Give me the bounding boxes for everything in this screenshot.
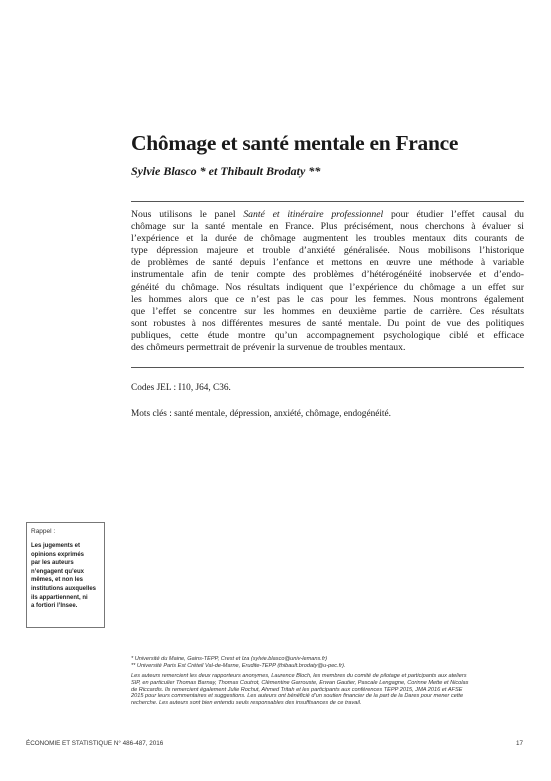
acknowledgement-line: Les auteurs remercient les deux rapporteurs anonymes, Laurence Bloch, les membres du comité de pilotage et participants aux ateliers [131,673,467,679]
disclaimer-text [31,542,100,611]
disclaimer-line: Les jugements et [31,543,81,549]
disclaimer-line: n’engagent qu’eux [31,568,85,575]
disclaimer-line: opinions exprimés [31,551,85,558]
disclaimer-line: institutions auxquelles [31,585,97,592]
abstract-top-rule [131,201,524,202]
abstract-line: publiques, cette étude montre qu’un accompagnement psychologique ciblé et efficace [131,329,524,341]
abstract-line: chômage sur la santé mentale en France. Plus précisément, nous cherchons à évaluer si [131,221,524,233]
acknowledgement-line: de Riccardis. Ils remercient également Julie Rochut, Ahmed Tritah et les participants aux conférences TEPP 2015, JMA 2016 et AFSE [131,686,463,693]
abstract-line: généité du chômage. Nos résultats indiquent que l’expérience du chômage a un effet sur [131,281,524,293]
jel-codes: Codes JEL : I10, J64, C36. [131,383,231,393]
disclaimer-line: par les auteurs [31,560,74,567]
keywords: Mots clés : santé mentale, dépression, anxiété, chômage, endogénéité. [131,409,391,419]
journal-footer: ÉCONOMIE ET STATISTIQUE N° 486-487, 2016 [26,740,164,747]
abstract-line: que l’effet se concentre sur les hommes en deuxième partie de carrière. Ces résultats [131,305,524,317]
acknowledgements [131,673,531,707]
disclaimer-box [26,522,105,628]
page-number: 17 [516,740,524,747]
acknowledgement-line: 2015 pour leurs commentaires et suggestions. Les auteurs ont bénéficié d’un soutien financier de la part de la Dares pour mener cette [131,693,464,700]
affiliation-line: * Université du Maine, Gains-TEPP, Crest et Iza (sylvie.blasco@univ-lemans.fr) [131,656,328,662]
disclaimer-title: Rappel : [31,528,56,535]
article-title: Chômage et santé mentale en France [131,131,459,155]
abstract-line: type dépression majeure et trouble d’anxiété généralisée. Nous mobilisons l’historique [131,245,524,257]
abstract-line: de problèmes de santé depuis l’enfance et mettons en œuvre une méthode à variable [131,257,524,269]
disclaimer-line: ils appartiennent, ni [31,594,88,601]
abstract-line: des chômeurs permettrait de prévenir la survenue de troubles mentaux. [131,342,406,354]
abstract-line: sont robustes à nos différentes mesures de santé mentale. Du point de vue des politiques [131,317,524,329]
acknowledgement-line: recherche. Les auteurs sont bien entendu seuls responsables des insuffisances de ce travail. [131,700,362,707]
disclaimer-line: a fortiori l’Insee. [31,603,78,610]
author-affiliations [131,656,531,670]
abstract-line: les hommes alors que ce n’est pas le cas pour les femmes. Nous montrons également [131,293,524,305]
disclaimer-line: mêmes, et non les [31,577,84,584]
abstract-line: l’expérience et la durée de chômage augmentent les troubles mentaux dits courants de [131,233,524,245]
abstract-bottom-rule [131,367,524,368]
affiliation-line: ** Université Paris Est Créteil Val-de-Marne, Erudite-TEPP (thibault.brodaty@u-pec.fr). [131,662,346,669]
abstract-line: instrumentale afin de tenir compte des problèmes d’hétérogénéité inobservée et d’endo- [131,269,524,281]
acknowledgement-line: SIP, en particulier Thomas Barnay, Thomas Coutrot, Clémentine Garrouste, Erwan Gautier, Pascale Lengagne, Corinne Mette et Nicolas [131,679,469,686]
abstract-line: Nous utilisons le panel Santé et itinéraire professionnel pour étudier l’effet causal du [131,209,525,220]
abstract [131,209,524,354]
article-authors: Sylvie Blasco * et Thibault Brodaty ** [131,164,321,178]
